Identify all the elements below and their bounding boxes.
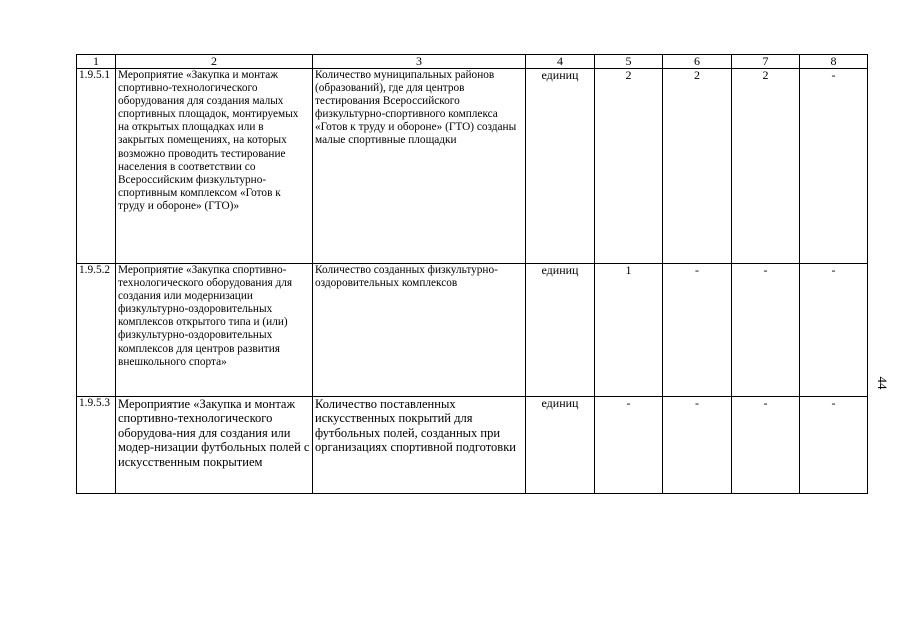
table-row [77,69,868,264]
value-col8: - [800,264,868,397]
event-description: Мероприятие «Закупка спортивно-технологического оборудования для создания или модернизации физкультурно-оздоровительных комплексов открытого типа и (или) физкультурно-оздоровительных комплексов для центров развития внешкольного спорта» [116,264,313,397]
table-row [77,397,868,494]
header-cell-1: 1 [77,55,116,69]
row-number: 1.9.5.1 [77,69,116,264]
value-col8: - [800,69,868,264]
value-col5: - [595,397,663,494]
row-number: 1.9.5.3 [77,397,116,494]
value-col6: - [663,264,732,397]
value-col7: - [732,264,800,397]
table-row [77,264,868,397]
header-cell-4: 4 [526,55,595,69]
header-cell-2: 2 [116,55,313,69]
header-cell-8: 8 [800,55,868,69]
header-cell-5: 5 [595,55,663,69]
indicator-description: Количество поставленных искусственных покрытий для футбольных полей, созданных при организациях спортивной подготовки [313,397,526,494]
value-col5: 2 [595,69,663,264]
event-description: Мероприятие «Закупка и монтаж спортивно-технологического оборудова-ния для создания или модер-низации футбольных полей с искусственным покрытием [116,397,313,494]
unit-cell: единиц [526,69,595,264]
header-row [77,55,868,69]
value-col6: - [663,397,732,494]
unit-cell: единиц [526,397,595,494]
value-col8: - [800,397,868,494]
event-description: Мероприятие «Закупка и монтаж спортивно-технологического оборудования для создания малых спортивных площадок, монтируемых на открытых площадках или в закрытых помещениях, на которых возможно проводить тестирование населения в соответствии со Всероссийским физкультурно-спортивным комплексом «Готов к труду и обороне» (ГТО)» [116,69,313,264]
unit-cell: единиц [526,264,595,397]
value-col7: - [732,397,800,494]
indicator-description: Количество муниципальных районов (образований), где для центров тестирования Всероссийского физкультурно-спортивного комплекса «Готов к труду и обороне» (ГТО) созданы малые спортивные площадки [313,69,526,264]
indicator-description: Количество созданных физкультурно-оздоровительных комплексов [313,264,526,397]
page-number: 44 [875,376,890,390]
row-number: 1.9.5.2 [77,264,116,397]
header-cell-6: 6 [663,55,732,69]
value-col7: 2 [732,69,800,264]
header-cell-3: 3 [313,55,526,69]
value-col6: 2 [663,69,732,264]
header-cell-7: 7 [732,55,800,69]
program-table [76,54,868,494]
value-col5: 1 [595,264,663,397]
